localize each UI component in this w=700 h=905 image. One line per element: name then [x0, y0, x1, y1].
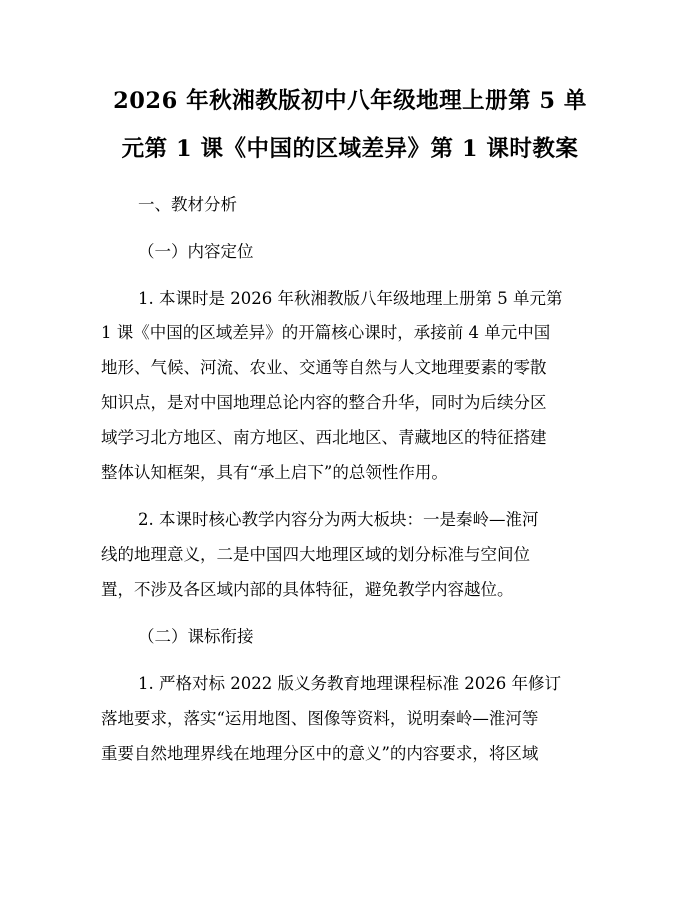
paragraph-1-line-3: 地形、气候、河流、农业、交通等自然与人文地理要素的零散	[101, 358, 547, 377]
paragraph-1-line-5: 域学习北方地区、南方地区、西北地区、青藏地区的特征搭建	[101, 428, 547, 447]
paragraph-2-line-2: 线的地理意义，二是中国四大地理区域的划分标准与空间位	[101, 545, 530, 564]
paragraph-2-line-1: 2. 本课时核心教学内容分为两大板块：一是秦岭—淮河	[138, 510, 539, 529]
subsection-heading-curriculum-standards: （二）课标衔接	[138, 627, 254, 646]
paragraph-1-line-6: 整体认知框架，具有“承上启下”的总领性作用。	[101, 463, 448, 482]
paragraph-1-line-2: 1 课《中国的区域差异》的开篇核心课时，承接前 4 单元中国	[101, 323, 551, 342]
paragraph-1-line-4: 知识点，是对中国地理总论内容的整合升华，同时为后续分区	[101, 393, 547, 412]
section-heading-textbook-analysis: 一、教材分析	[138, 195, 237, 214]
paragraph-3-line-1: 1. 严格对标 2022 版义务教育地理课程标准 2026 年修订	[138, 674, 561, 693]
paragraph-3-line-3: 重要自然地理界线在地理分区中的意义”的内容要求，将区域	[101, 744, 539, 763]
document-title-line-2: 元第 1 课《中国的区域差异》第 1 课时教案	[121, 136, 579, 162]
subsection-heading-content-positioning: （一）内容定位	[138, 242, 254, 261]
document-title-line-1: 2026 年秋湘教版初中八年级地理上册第 5 单	[113, 88, 587, 114]
paragraph-2-line-3: 置，不涉及各区域内部的具体特征，避免教学内容越位。	[101, 580, 514, 599]
paragraph-1-line-1: 1. 本课时是 2026 年秋湘教版八年级地理上册第 5 单元第	[138, 289, 563, 308]
paragraph-3-line-2: 落地要求，落实“运用地图、图像等资料，说明秦岭—淮河等	[101, 709, 539, 728]
